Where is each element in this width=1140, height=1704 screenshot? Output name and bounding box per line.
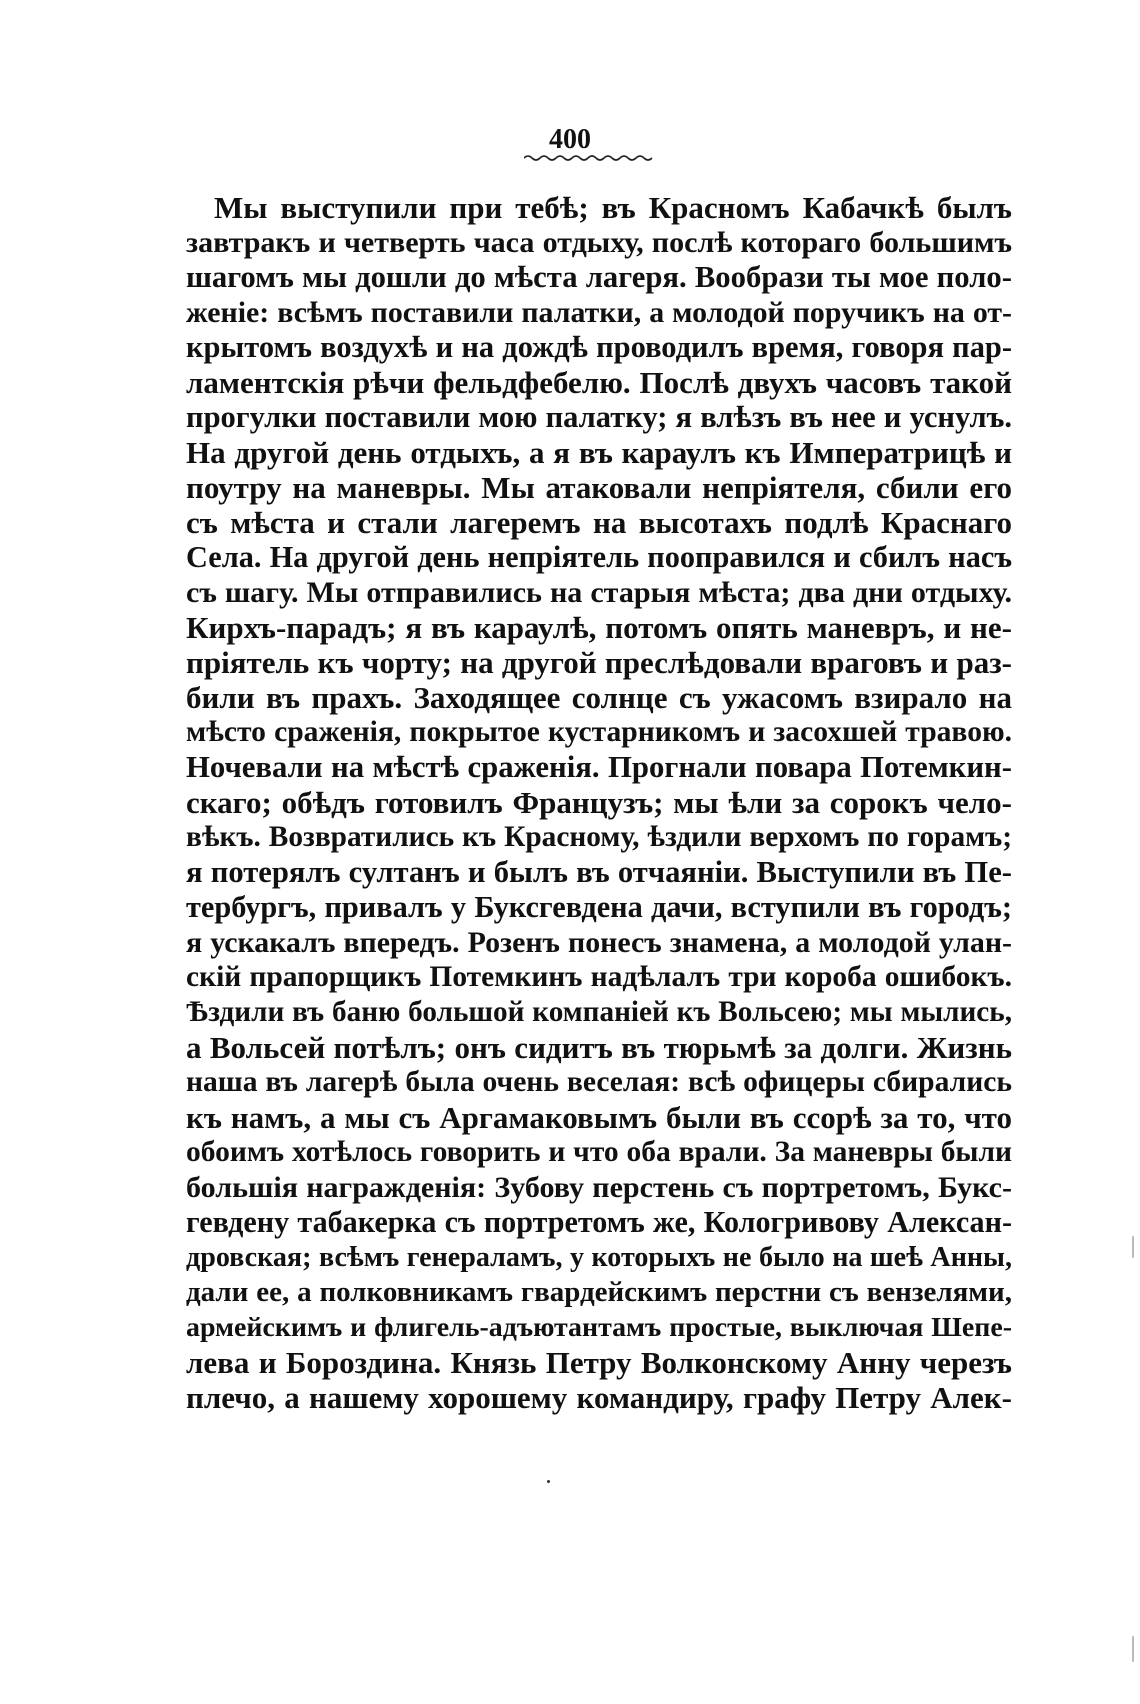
text-line-19: вѣкъ. Возвратились къ Красному, ѣздили верхомъ по горамъ; [186,821,1012,853]
text-line-25: а Вольсей потѣлъ; онъ сидитъ въ тюрьмѣ за долги. Жизнь [186,1030,1012,1065]
text-line-22: я ускакалъ впередъ. Розенъ понесъ знамена, а молодой улан- [186,926,1012,959]
page-number: 400 [549,124,591,155]
text-line-11: Села. На другой день непріятель поопрaвился и сбилъ насъ [186,540,1012,574]
text-line-17: Ночевали на мѣстѣ сраженія. Прогнали повара Потемкин- [186,750,1012,784]
text-line-13: Кирхъ-парадъ; я въ караулѣ, потомъ опять маневръ, и не- [186,610,1012,645]
text-line-24: Ѣздили въ баню большой компаніей къ Вольсею; мы мылись, [186,996,1012,1028]
text-line-5: крытомъ воздухѣ и на дождѣ проводилъ время, говоря пар- [186,330,1012,364]
text-line-14: пріятель къ чорту; на другой преслѣдовали враговъ и раз- [186,645,1012,680]
text-line-10: съ мѣста и стали лагеремъ на высотахъ подлѣ Краснаго [186,505,1012,540]
text-line-15: били въ прахъ. Заходящее солнце съ ужасомъ взирало на [186,680,1012,715]
text-line-20: я потерялъ султанъ и былъ въ отчаяніи. Выступили въ Пе- [186,855,1012,889]
text-line-3: шагомъ мы дошли до мѣста лагеря. Вообрази ты мое поло- [186,260,1012,294]
text-line-33: армейскимъ и флигель-адъютантамъ простые, выключая Шепе- [186,1312,1012,1343]
text-line-30: гевдену табакерка съ портретомъ же, Кологривову Алексан- [186,1205,1012,1239]
text-line-32: дали ее, а полковникамъ гвардейскимъ перстни съ вензелями, [186,1276,1012,1308]
text-line-8: На другой день отдыхъ, а я въ караулъ къ Императрицѣ и [186,435,1012,470]
text-line-27: къ намъ, а мы съ Аргамаковымъ были въ ссорѣ за то, что [186,1100,1012,1135]
text-line-28: обоимъ хотѣлось говорить и что оба врали. За маневры были [186,1136,1012,1168]
text-line-16: мѣсто сраженія, покрытое кустарникомъ и засохшей травою. [186,716,1012,748]
text-line-29: большія награжденія: Зубову перстень съ портретомъ, Букс- [186,1170,1012,1204]
text-line-4: женіе: всѣмъ поставили палатки, а молодой поручикъ на от- [186,296,1012,329]
text-line-35: плечо, а нашему хорошему командиру, графу Петру Алек- [186,1380,1012,1415]
scan-speck [547,1480,550,1483]
text-line-2: завтракъ и четверть часа отдыху, послѣ котораго большимъ [186,225,1012,259]
scan-speck [1132,1636,1134,1662]
text-line-1: Мы выступили при тебѣ; въ Красномъ Кабачкѣ былъ [214,190,1012,225]
text-line-26: наша въ лагерѣ была очень веселая: всѣ офицеры сбирались [186,1066,1012,1098]
text-line-12: съ шагу. Мы отправились на старыя мѣста; два дни отдыху. [186,575,1012,609]
text-line-18: скаго; обѣдъ готовилъ Французъ; мы ѣли за сорокъ чело- [186,785,1012,820]
text-line-7: прогулки поставили мою палатку; я влѣзъ въ нее и уснулъ. [186,400,1012,434]
body-text [186,190,1012,1415]
text-line-34: лева и Бороздина. Князь Петру Волконскому Анну черезъ [186,1345,1012,1380]
text-line-21: тербургъ, привалъ у Буксгевдена дачи, вступили въ городъ; [186,890,1012,924]
wavy-line [524,156,652,160]
scan-speck [1132,1236,1134,1258]
text-line-6: ламентскія рѣчи фельдфебелю. Послѣ двухъ часовъ такой [186,365,1012,400]
text-line-23: скій прапорщикъ Потемкинъ надѣлалъ три короба ошибокъ. [186,961,1012,993]
text-line-9: поутру на маневры. Мы атаковали непріятеля, сбили его [186,470,1012,505]
text-line-31: дровская; всѣмъ генераламъ, у которыхъ не было на шеѣ Анны, [186,1242,1012,1273]
wavy-underline-ornament [524,152,654,164]
